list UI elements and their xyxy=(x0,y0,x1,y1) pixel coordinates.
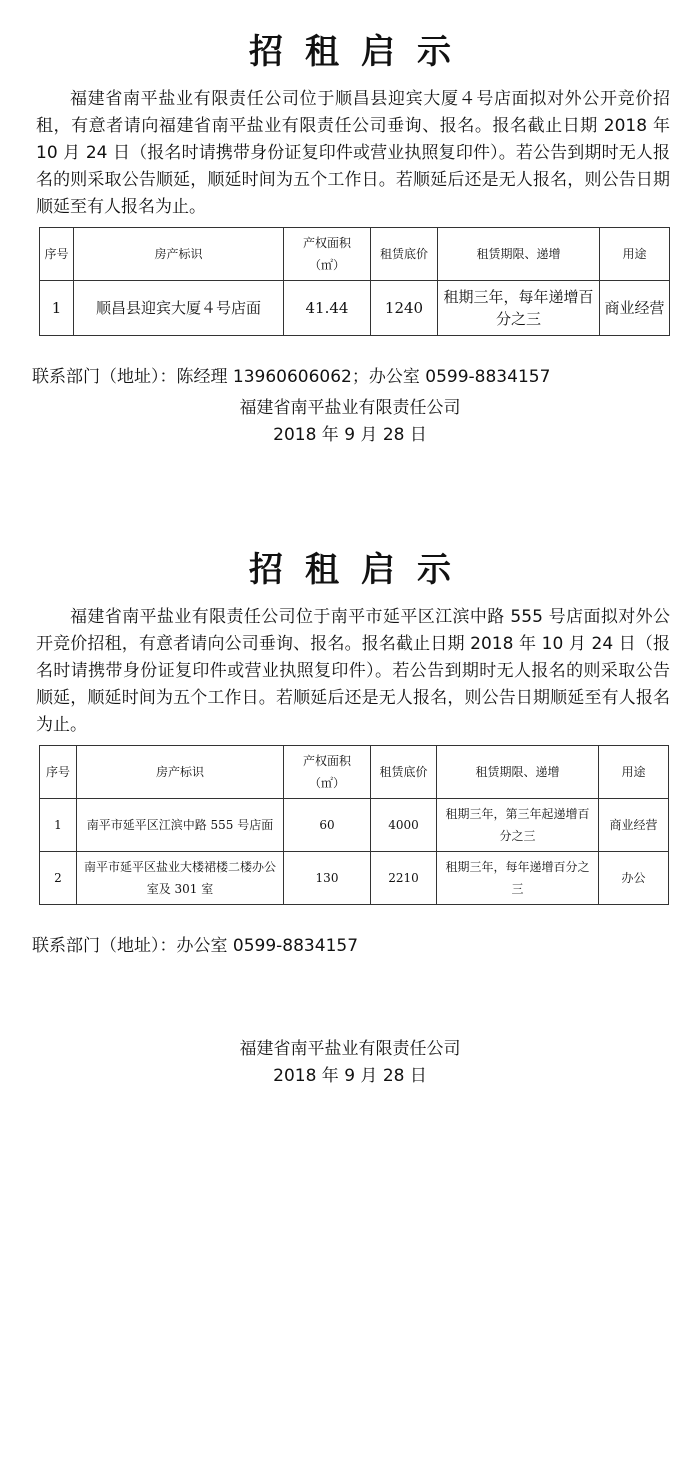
contact-info: 联系部门（地址）：办公室 0599-8834157 xyxy=(32,936,359,956)
header-area xyxy=(284,228,371,281)
table-header-row xyxy=(40,228,670,281)
cell-term: 租期三年，第三年起递增百分之三 xyxy=(437,799,599,852)
lease-table xyxy=(39,227,670,336)
cell-price: 4000 xyxy=(371,799,437,852)
header-index: 序号 xyxy=(40,228,74,281)
cell-index: 1 xyxy=(40,799,77,852)
table-row xyxy=(40,799,669,852)
cell-term: 租期三年，每年递增百分之三 xyxy=(437,852,599,905)
header-use: 用途 xyxy=(600,228,670,281)
notice-title: 招租启示 xyxy=(249,32,473,72)
cell-use: 商业经营 xyxy=(599,799,669,852)
header-price: 租赁底价 xyxy=(371,228,438,281)
contact-info: 联系部门（地址）：陈经理 13960606062；办公室 0599-8834157 xyxy=(32,367,551,387)
header-term: 租赁期限、递增 xyxy=(437,746,599,799)
header-property: 房产标识 xyxy=(74,228,284,281)
header-area-label: 产权面积 xyxy=(302,236,351,250)
cell-area: 60 xyxy=(284,799,371,852)
cell-area: 41.44 xyxy=(284,281,371,336)
table-row xyxy=(40,852,669,905)
header-area-unit: （㎡） xyxy=(308,776,345,790)
header-area-unit: （㎡） xyxy=(308,258,345,272)
header-price: 租赁底价 xyxy=(371,746,437,799)
cell-use: 办公 xyxy=(599,852,669,905)
header-property: 房产标识 xyxy=(77,746,284,799)
issuer-name: 福建省南平盐业有限责任公司 xyxy=(239,398,461,418)
cell-property: 南平市延平区盐业大楼裙楼二楼办公室及 301 室 xyxy=(77,852,284,905)
notice-1 xyxy=(0,30,700,449)
header-index: 序号 xyxy=(40,746,77,799)
notice-title: 招租启示 xyxy=(249,550,473,590)
issuer-name: 福建省南平盐业有限责任公司 xyxy=(239,1039,461,1059)
cell-use: 商业经营 xyxy=(600,281,670,336)
cell-area: 130 xyxy=(284,852,371,905)
header-use: 用途 xyxy=(599,746,669,799)
cell-price: 1240 xyxy=(371,281,438,336)
cell-price: 2210 xyxy=(371,852,437,905)
issue-date: 2018 年 9 月 28 日 xyxy=(273,1066,427,1086)
issue-date: 2018 年 9 月 28 日 xyxy=(273,425,427,445)
lease-table xyxy=(39,745,669,905)
header-area xyxy=(284,746,371,799)
header-area-label: 产权面积 xyxy=(302,754,351,768)
cell-index: 1 xyxy=(40,281,74,336)
cell-property: 南平市延平区江滨中路 555 号店面 xyxy=(77,799,284,852)
notice-body: 福建省南平盐业有限责任公司位于顺昌县迎宾大厦４号店面拟对外公开竞价招租，有意者请向福建省南平盐业有限责任公司垂询、报名。报名截止日期 2018 年 10 月 24 日（报名时请携带身份证复印件或营业执照复印件）。若公告到期时无人报名的则采取公告顺延，顺延时间为五个工作日。若顺延后还是无人报名，则公告日期顺延至有人报名为止。 xyxy=(36,89,670,217)
notice-body: 福建省南平盐业有限责任公司位于南平市延平区江滨中路 555 号店面拟对外公开竞价招租，有意者请向公司垂询、报名。报名截止日期 2018 年 10 月 24 日（报名时请携带身份证复印件或营业执照复印件）。若公告到期时无人报名的则采取公告顺延，顺延时间为五个工作日。若顺延后还是无人报名，则公告日期顺延至有人报名为止。 xyxy=(36,607,670,735)
notice-2 xyxy=(0,548,700,1090)
cell-property: 顺昌县迎宾大厦４号店面 xyxy=(74,281,284,336)
table-row xyxy=(40,281,670,336)
header-term: 租赁期限、递增 xyxy=(438,228,600,281)
cell-term: 租期三年，每年递增百分之三 xyxy=(438,281,600,336)
table-header-row xyxy=(40,746,669,799)
cell-index: 2 xyxy=(40,852,77,905)
